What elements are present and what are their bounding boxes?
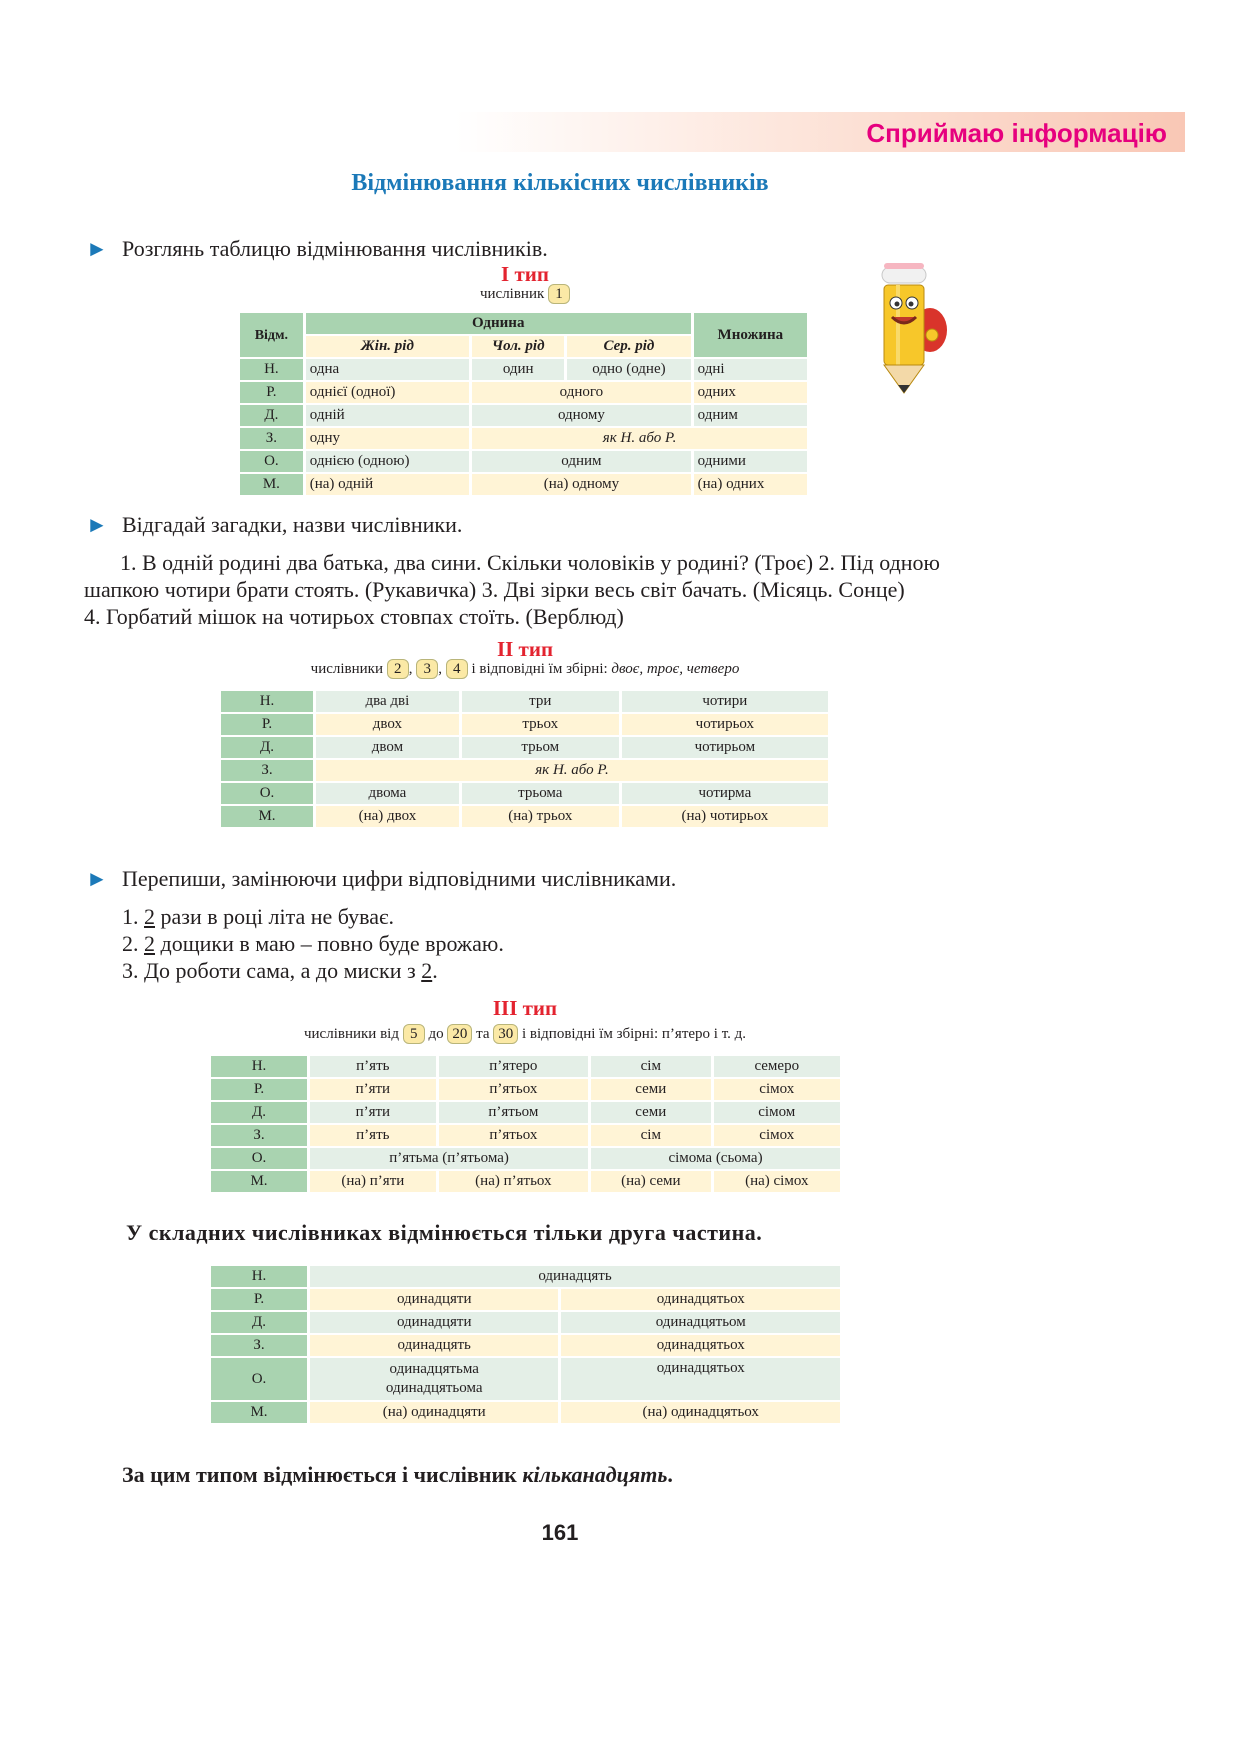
table-cell: одинадцять bbox=[310, 1335, 558, 1356]
table-cell: трьом bbox=[462, 737, 619, 758]
column-header-masculine: Чол. рід bbox=[472, 336, 564, 357]
numeral-badge: 20 bbox=[447, 1024, 472, 1044]
type-2-title: ІІ тип bbox=[496, 637, 554, 661]
exercise-line: 3. До роботи сама, а до миски з 2. bbox=[122, 958, 438, 983]
table-cell: Д. bbox=[240, 405, 303, 426]
table-cell: одно (одне) bbox=[567, 359, 690, 380]
table-cell: Н. bbox=[240, 359, 303, 380]
table-row bbox=[221, 714, 828, 735]
table-cell: одинадцяти bbox=[310, 1312, 558, 1333]
numeral-badge: 1 bbox=[548, 284, 570, 304]
table-cell: одних bbox=[694, 382, 807, 403]
numeral-badge: 3 bbox=[416, 659, 438, 679]
table-row bbox=[211, 1358, 840, 1400]
task-3-text: Перепиши, замінюючи цифри відповідними числівниками. bbox=[122, 866, 677, 891]
table-row bbox=[221, 691, 828, 712]
table-row bbox=[240, 405, 807, 426]
table-row bbox=[221, 760, 828, 781]
table-cell: Д. bbox=[221, 737, 313, 758]
table-row bbox=[240, 474, 807, 495]
table-cell: М. bbox=[240, 474, 303, 495]
compound-numeral-table bbox=[208, 1264, 843, 1425]
page-heading: Відмінювання кількісних числівників bbox=[351, 170, 769, 196]
column-header-singular: Однина bbox=[306, 313, 691, 334]
table-cell: Н. bbox=[211, 1266, 307, 1287]
table-cell: як Н. або Р. bbox=[316, 760, 828, 781]
table-cell: одинадцяти bbox=[310, 1289, 558, 1310]
table-cell: Р. bbox=[240, 382, 303, 403]
table-cell: чотирьох bbox=[622, 714, 828, 735]
exercise-line: 1. 2 рази в році літа не буває. bbox=[122, 904, 394, 929]
table-cell: семеро bbox=[714, 1056, 840, 1077]
type-1-subtitle: числівник 1 bbox=[450, 284, 600, 304]
table-cell: (на) одинадцяти bbox=[310, 1402, 558, 1423]
table-cell: одинадцять bbox=[310, 1266, 840, 1287]
table-cell: п’ятьма (п’ятьома) bbox=[310, 1148, 588, 1169]
table-cell: одинадцятьох bbox=[561, 1289, 840, 1310]
table-cell: двома bbox=[316, 783, 459, 804]
type-2-table bbox=[218, 689, 831, 829]
numeral-badge: 5 bbox=[403, 1024, 425, 1044]
table-cell: (на) одній bbox=[306, 474, 469, 495]
table-row bbox=[211, 1079, 840, 1100]
table-cell: чотирма bbox=[622, 783, 828, 804]
table-cell: п’ятьом bbox=[439, 1102, 588, 1123]
table-cell: одному bbox=[472, 405, 690, 426]
arrow-bullet-icon: ► bbox=[86, 866, 108, 891]
type-2-subtitle: числівники 2 , 3 , 4 і відповідні їм збірні: двоє, троє, четверо bbox=[310, 661, 740, 677]
riddle-line: 4. Горбатий мішок на чотирьох стовпах стоїть. (Верблюд) bbox=[84, 604, 624, 629]
table-row bbox=[221, 806, 828, 827]
table-cell: сім bbox=[591, 1056, 710, 1077]
table-row bbox=[211, 1402, 840, 1423]
table-cell: трьох bbox=[462, 714, 619, 735]
table-cell: два дві bbox=[316, 691, 459, 712]
table-cell: О. bbox=[221, 783, 313, 804]
column-header-plural: Множина bbox=[694, 313, 807, 357]
type-3-title: ІІІ тип bbox=[492, 996, 558, 1020]
table-cell: Н. bbox=[221, 691, 313, 712]
table-cell: Д. bbox=[211, 1312, 307, 1333]
table-cell: (на) трьох bbox=[462, 806, 619, 827]
table-cell: три bbox=[462, 691, 619, 712]
table-cell: З. bbox=[221, 760, 313, 781]
table-cell: п’яти bbox=[310, 1102, 436, 1123]
type-1-title: І тип bbox=[501, 262, 549, 286]
table-cell: сімох bbox=[714, 1125, 840, 1146]
table-row bbox=[211, 1102, 840, 1123]
table-row bbox=[221, 737, 828, 758]
table-cell: одинадцятьом bbox=[561, 1312, 840, 1333]
table-cell: (на) сімох bbox=[714, 1171, 840, 1192]
compound-numerals-rule: У складних числівниках відмінюється тільки друга частина. bbox=[126, 1220, 763, 1245]
table-cell: (на) п’яти bbox=[310, 1171, 436, 1192]
table-cell: як Н. або Р. bbox=[472, 428, 807, 449]
table-cell: (на) двох bbox=[316, 806, 459, 827]
banner-title: Сприймаю інформацію bbox=[866, 118, 1167, 148]
table-cell: О. bbox=[240, 451, 303, 472]
table-cell: сімома (сьома) bbox=[591, 1148, 840, 1169]
table-row bbox=[211, 1312, 840, 1333]
riddle-line: 1. В одній родині два батька, два сини. Скільки чоловіків у родині? (Троє) 2. Під одною bbox=[120, 550, 940, 575]
table-cell: одинадцятьох bbox=[561, 1335, 840, 1356]
column-header-feminine: Жін. рід bbox=[306, 336, 469, 357]
table-row bbox=[211, 1171, 840, 1192]
footer-note: За цим типом відмінюється і числівник кільканадцять. bbox=[122, 1462, 673, 1487]
table-row bbox=[211, 1125, 840, 1146]
table-row bbox=[240, 428, 807, 449]
column-header-case: Відм. bbox=[240, 313, 303, 357]
table-cell: один bbox=[472, 359, 564, 380]
table-row bbox=[211, 1056, 840, 1077]
table-cell: (на) одинадцятьох bbox=[561, 1402, 840, 1423]
table-cell: чотирьом bbox=[622, 737, 828, 758]
table-cell: одинадцятьох bbox=[561, 1358, 840, 1400]
table-row bbox=[211, 1335, 840, 1356]
table-cell: одного bbox=[472, 382, 690, 403]
arrow-bullet-icon: ► bbox=[86, 512, 108, 537]
type-3-subtitle: числівники від 5 до 20 та 30 і відповідні їм збірні: п’ятеро і т. д. bbox=[303, 1026, 747, 1042]
table-row bbox=[240, 382, 807, 403]
table-cell: З. bbox=[211, 1335, 307, 1356]
numeral-badge: 2 bbox=[387, 659, 409, 679]
table-cell: однієї (одної) bbox=[306, 382, 469, 403]
table-cell: Р. bbox=[211, 1079, 307, 1100]
table-row bbox=[240, 451, 807, 472]
exercise-line: 2. 2 дощики в маю – повно буде врожаю. bbox=[122, 931, 504, 956]
table-cell: (на) п’ятьох bbox=[439, 1171, 588, 1192]
arrow-bullet-icon: ► bbox=[86, 236, 108, 261]
table-cell: п’ять bbox=[310, 1056, 436, 1077]
table-cell: одна bbox=[306, 359, 469, 380]
table-cell: О. bbox=[211, 1358, 307, 1400]
table-cell: сімох bbox=[714, 1079, 840, 1100]
table-cell: п’ятьох bbox=[439, 1125, 588, 1146]
table-cell: (на) семи bbox=[591, 1171, 710, 1192]
table-cell: Р. bbox=[221, 714, 313, 735]
table-cell: трьома bbox=[462, 783, 619, 804]
table-row bbox=[240, 359, 807, 380]
table-row bbox=[211, 1266, 840, 1287]
table-cell: одну bbox=[306, 428, 469, 449]
table-cell: сім bbox=[591, 1125, 710, 1146]
table-cell: одинадцятьма одинадцятьома bbox=[310, 1358, 558, 1400]
table-row bbox=[211, 1289, 840, 1310]
table-row bbox=[221, 783, 828, 804]
task-2-text: Відгадай загадки, назви числівники. bbox=[122, 512, 463, 537]
table-cell: сімом bbox=[714, 1102, 840, 1123]
numeral-badge: 30 bbox=[493, 1024, 518, 1044]
table-cell: п’ятьох bbox=[439, 1079, 588, 1100]
table-cell: З. bbox=[240, 428, 303, 449]
page-number: 161 bbox=[541, 1520, 579, 1545]
table-row bbox=[211, 1148, 840, 1169]
table-cell: М. bbox=[211, 1171, 307, 1192]
table-cell: одній bbox=[306, 405, 469, 426]
table-cell: З. bbox=[211, 1125, 307, 1146]
table-cell: п’ять bbox=[310, 1125, 436, 1146]
table-cell: Р. bbox=[211, 1289, 307, 1310]
numeral-badge: 4 bbox=[446, 659, 468, 679]
table-cell: одним bbox=[694, 405, 807, 426]
table-cell: (на) одних bbox=[694, 474, 807, 495]
table-cell: двом bbox=[316, 737, 459, 758]
pencil-mascot-icon bbox=[870, 255, 950, 395]
table-cell: одні bbox=[694, 359, 807, 380]
table-cell: п’ятеро bbox=[439, 1056, 588, 1077]
table-cell: семи bbox=[591, 1102, 710, 1123]
table-cell: двох bbox=[316, 714, 459, 735]
table-cell: (на) чотирьох bbox=[622, 806, 828, 827]
table-cell: Н. bbox=[211, 1056, 307, 1077]
type-1-table bbox=[237, 311, 810, 497]
table-cell: однією (одною) bbox=[306, 451, 469, 472]
task-1-text: Розглянь таблицю відмінювання числівників. bbox=[122, 236, 548, 261]
section-banner bbox=[455, 112, 1185, 152]
table-cell: М. bbox=[221, 806, 313, 827]
riddle-line: шапкою чотири брати стоять. (Рукавичка) 3. Дві зірки весь світ бачать. (Місяць. Сонце) bbox=[84, 577, 905, 602]
table-cell: М. bbox=[211, 1402, 307, 1423]
table-cell: чотири bbox=[622, 691, 828, 712]
table-cell: О. bbox=[211, 1148, 307, 1169]
table-cell: семи bbox=[591, 1079, 710, 1100]
table-cell: (на) одному bbox=[472, 474, 690, 495]
column-header-neuter: Сер. рід bbox=[567, 336, 690, 357]
type-3-table bbox=[208, 1054, 843, 1194]
table-cell: п’яти bbox=[310, 1079, 436, 1100]
table-cell: одним bbox=[472, 451, 690, 472]
table-cell: Д. bbox=[211, 1102, 307, 1123]
table-cell: одними bbox=[694, 451, 807, 472]
